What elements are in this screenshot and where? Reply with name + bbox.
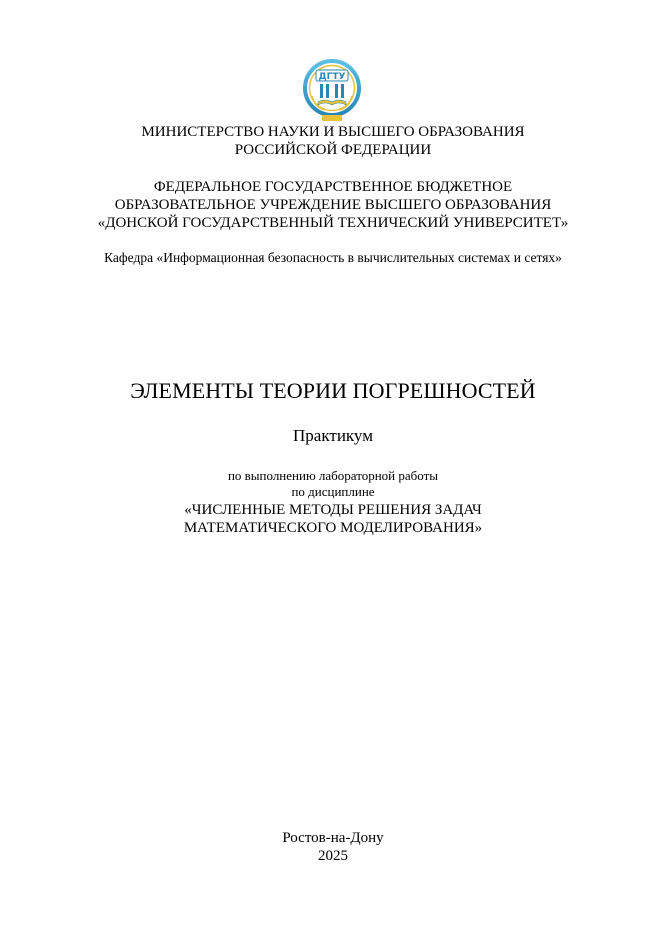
discipline-name: [0, 501, 666, 537]
document-title: ЭЛЕМЕНТЫ ТЕОРИИ ПОГРЕШНОСТЕЙ: [130, 378, 536, 403]
imprint: [0, 829, 666, 865]
logo-text: ДГТУ: [318, 72, 346, 82]
ministry-line-1: МИНИСТЕРСТВО НАУКИ И ВЫСШЕГО ОБРАЗОВАНИЯ: [141, 124, 525, 140]
ministry-heading: [0, 123, 666, 159]
institution-line-3: «ДОНСКОЙ ГОСУДАРСТВЕННЫЙ ТЕХНИЧЕСКИЙ УНИВЕРСИТЕТ»: [97, 215, 569, 231]
institution-line-1: ФЕДЕРАЛЬНОЕ ГОСУДАРСТВЕННОЕ БЮДЖЕТНОЕ: [153, 179, 513, 195]
document-subtitle: Практикум: [293, 426, 373, 445]
university-emblem-icon: [302, 58, 362, 122]
publication-year: 2025: [318, 848, 348, 864]
purpose-line-1: по выполнению лабораторной работы: [227, 468, 439, 483]
purpose-text: [0, 468, 666, 500]
purpose-line-2: по дисциплине: [291, 484, 375, 499]
city-name: Ростов-на-Дону: [282, 830, 384, 846]
department-name: Кафедра «Информационная безопасность в вычислительных системах и сетях»: [104, 250, 562, 265]
institution-line-2: ОБРАЗОВАТЕЛЬНОЕ УЧРЕЖДЕНИЕ ВЫСШЕГО ОБРАЗОВАНИЯ: [114, 197, 552, 213]
ministry-line-2: РОССИЙСКОЙ ФЕДЕРАЦИИ: [234, 142, 432, 158]
institution-heading: [0, 178, 666, 232]
discipline-line-1: «ЧИСЛЕННЫЕ МЕТОДЫ РЕШЕНИЯ ЗАДАЧ: [184, 502, 482, 518]
discipline-line-2: МАТЕМАТИЧЕСКОГО МОДЕЛИРОВАНИЯ»: [183, 520, 483, 536]
